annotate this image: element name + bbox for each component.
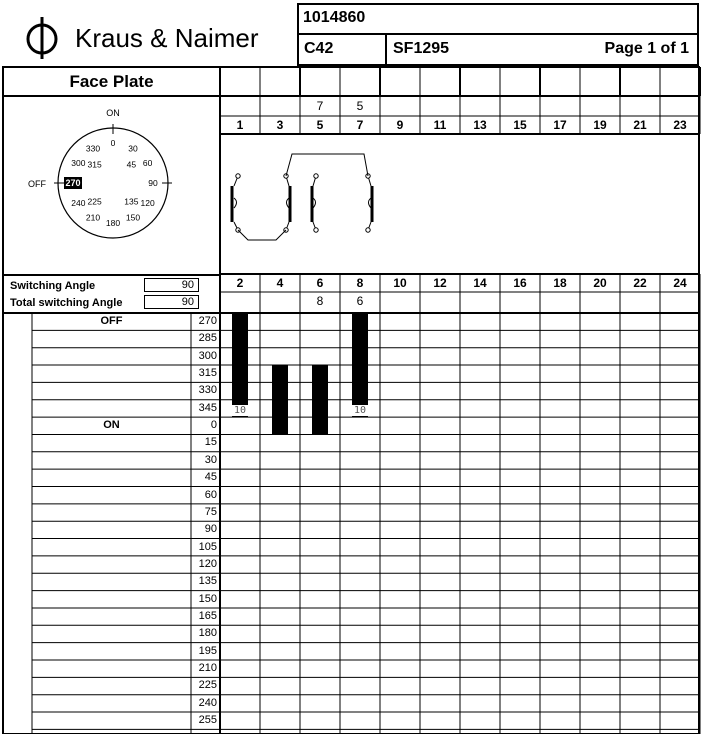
contact-top-15: 15 — [513, 118, 527, 132]
page-indicator: Page 1 of 1 — [604, 40, 689, 57]
total-switching-angle-label: Total switching Angle — [10, 297, 123, 309]
position-angle-15: 15 — [204, 436, 217, 449]
contact-bottom-22: 22 — [633, 276, 647, 290]
contact-top-9: 9 — [396, 118, 404, 132]
contact-top-21: 21 — [633, 118, 647, 132]
dial-angle-240: 240 — [71, 198, 86, 208]
contact-top-23: 23 — [673, 118, 687, 132]
contact-bottom-24: 24 — [673, 276, 687, 290]
contact-schematic — [232, 154, 372, 240]
position-angle-330: 330 — [198, 384, 217, 397]
contact-bottom-16: 16 — [513, 276, 527, 290]
series: C42 — [304, 40, 334, 57]
position-angle-0: 0 — [210, 419, 217, 432]
position-angle-240: 240 — [198, 696, 217, 709]
position-angle-135: 135 — [198, 575, 217, 588]
contact-top-bridge-5: 5 — [356, 99, 364, 113]
closed-contact-bar — [352, 313, 368, 417]
closed-contact-end-label: 10 — [228, 405, 252, 416]
face-plate-title: Face Plate — [69, 72, 154, 91]
contact-top-19: 19 — [593, 118, 607, 132]
position-angle-195: 195 — [198, 644, 217, 657]
dial-angle-225: 225 — [87, 196, 102, 207]
company-name: Kraus & Naimer — [75, 23, 259, 53]
dial-on-label: ON — [106, 108, 120, 118]
position-angle-300: 300 — [198, 349, 217, 362]
position-angle-150: 150 — [198, 592, 217, 605]
contact-bottom-18: 18 — [553, 276, 567, 290]
dial-angle-0: 0 — [110, 138, 116, 148]
contact-bottom-4: 4 — [276, 276, 284, 290]
dial-angle-90: 90 — [148, 178, 158, 188]
contact-bottom-6: 6 — [316, 276, 324, 290]
dial-angle-150: 150 — [125, 212, 141, 223]
dial-off-label: OFF — [28, 179, 46, 189]
contact-bottom-20: 20 — [593, 276, 607, 290]
dial-angle-60: 60 — [142, 158, 153, 168]
contact-bottom-8: 8 — [356, 276, 364, 290]
position-angle-345: 345 — [198, 401, 217, 414]
program: SF1295 — [393, 40, 450, 57]
dial-angle-315: 315 — [87, 159, 102, 170]
contact-top-bridge-7: 7 — [316, 99, 324, 113]
closed-contact-bar — [232, 313, 248, 417]
dial-angle-180: 180 — [105, 218, 121, 228]
dial-angle-30: 30 — [128, 143, 138, 154]
dial-angle-300: 300 — [71, 158, 86, 168]
contact-bottom-12: 12 — [433, 276, 447, 290]
position-angle-60: 60 — [204, 488, 217, 501]
part-number: 1014860 — [303, 9, 366, 26]
position-angle-120: 120 — [198, 557, 217, 570]
contact-top-5: 5 — [316, 118, 324, 132]
contact-top-1: 1 — [236, 118, 244, 132]
position-angle-315: 315 — [198, 367, 217, 380]
position-angle-45: 45 — [204, 471, 217, 484]
contact-bottom-bridge-6: 6 — [356, 294, 364, 308]
closed-contact-bar — [312, 365, 328, 434]
position-angle-285: 285 — [198, 332, 217, 345]
contact-top-11: 11 — [433, 118, 447, 132]
face-plate-dial — [3, 98, 220, 273]
switching-angle-value: 90 — [181, 279, 194, 291]
position-angle-75: 75 — [204, 505, 217, 518]
position-label-on: ON — [103, 419, 120, 432]
closed-contact-bar — [272, 365, 288, 434]
contact-top-13: 13 — [473, 118, 487, 132]
contact-bottom-2: 2 — [236, 276, 244, 290]
contact-top-7: 7 — [356, 118, 364, 132]
contact-top-17: 17 — [553, 118, 567, 132]
position-angle-180: 180 — [198, 627, 217, 640]
position-angle-105: 105 — [198, 540, 217, 553]
switching-angle-label: Switching Angle — [10, 280, 96, 292]
dial-angle-270-highlight: 270 — [65, 178, 81, 188]
position-angle-165: 165 — [198, 609, 217, 622]
total-switching-angle-value: 90 — [181, 296, 194, 308]
position-angle-255: 255 — [198, 714, 217, 727]
position-angle-270: 270 — [198, 315, 217, 327]
contact-bottom-bridge-8: 8 — [316, 294, 324, 308]
closed-contact-end-label: 10 — [348, 405, 372, 416]
position-angle-90: 90 — [204, 523, 217, 536]
dial-angle-135: 135 — [124, 196, 139, 207]
dial-angle-210: 210 — [85, 212, 101, 223]
contact-bottom-10: 10 — [393, 276, 407, 290]
dial-angle-45: 45 — [126, 159, 137, 170]
contact-bottom-14: 14 — [473, 276, 487, 290]
position-angle-210: 210 — [198, 662, 217, 674]
position-angle-225: 225 — [198, 679, 217, 692]
position-label-off: OFF — [100, 315, 123, 327]
position-angle-30: 30 — [204, 453, 217, 466]
dial-angle-330: 330 — [85, 143, 101, 154]
dial-angle-120: 120 — [140, 198, 155, 208]
contact-top-3: 3 — [276, 118, 284, 132]
